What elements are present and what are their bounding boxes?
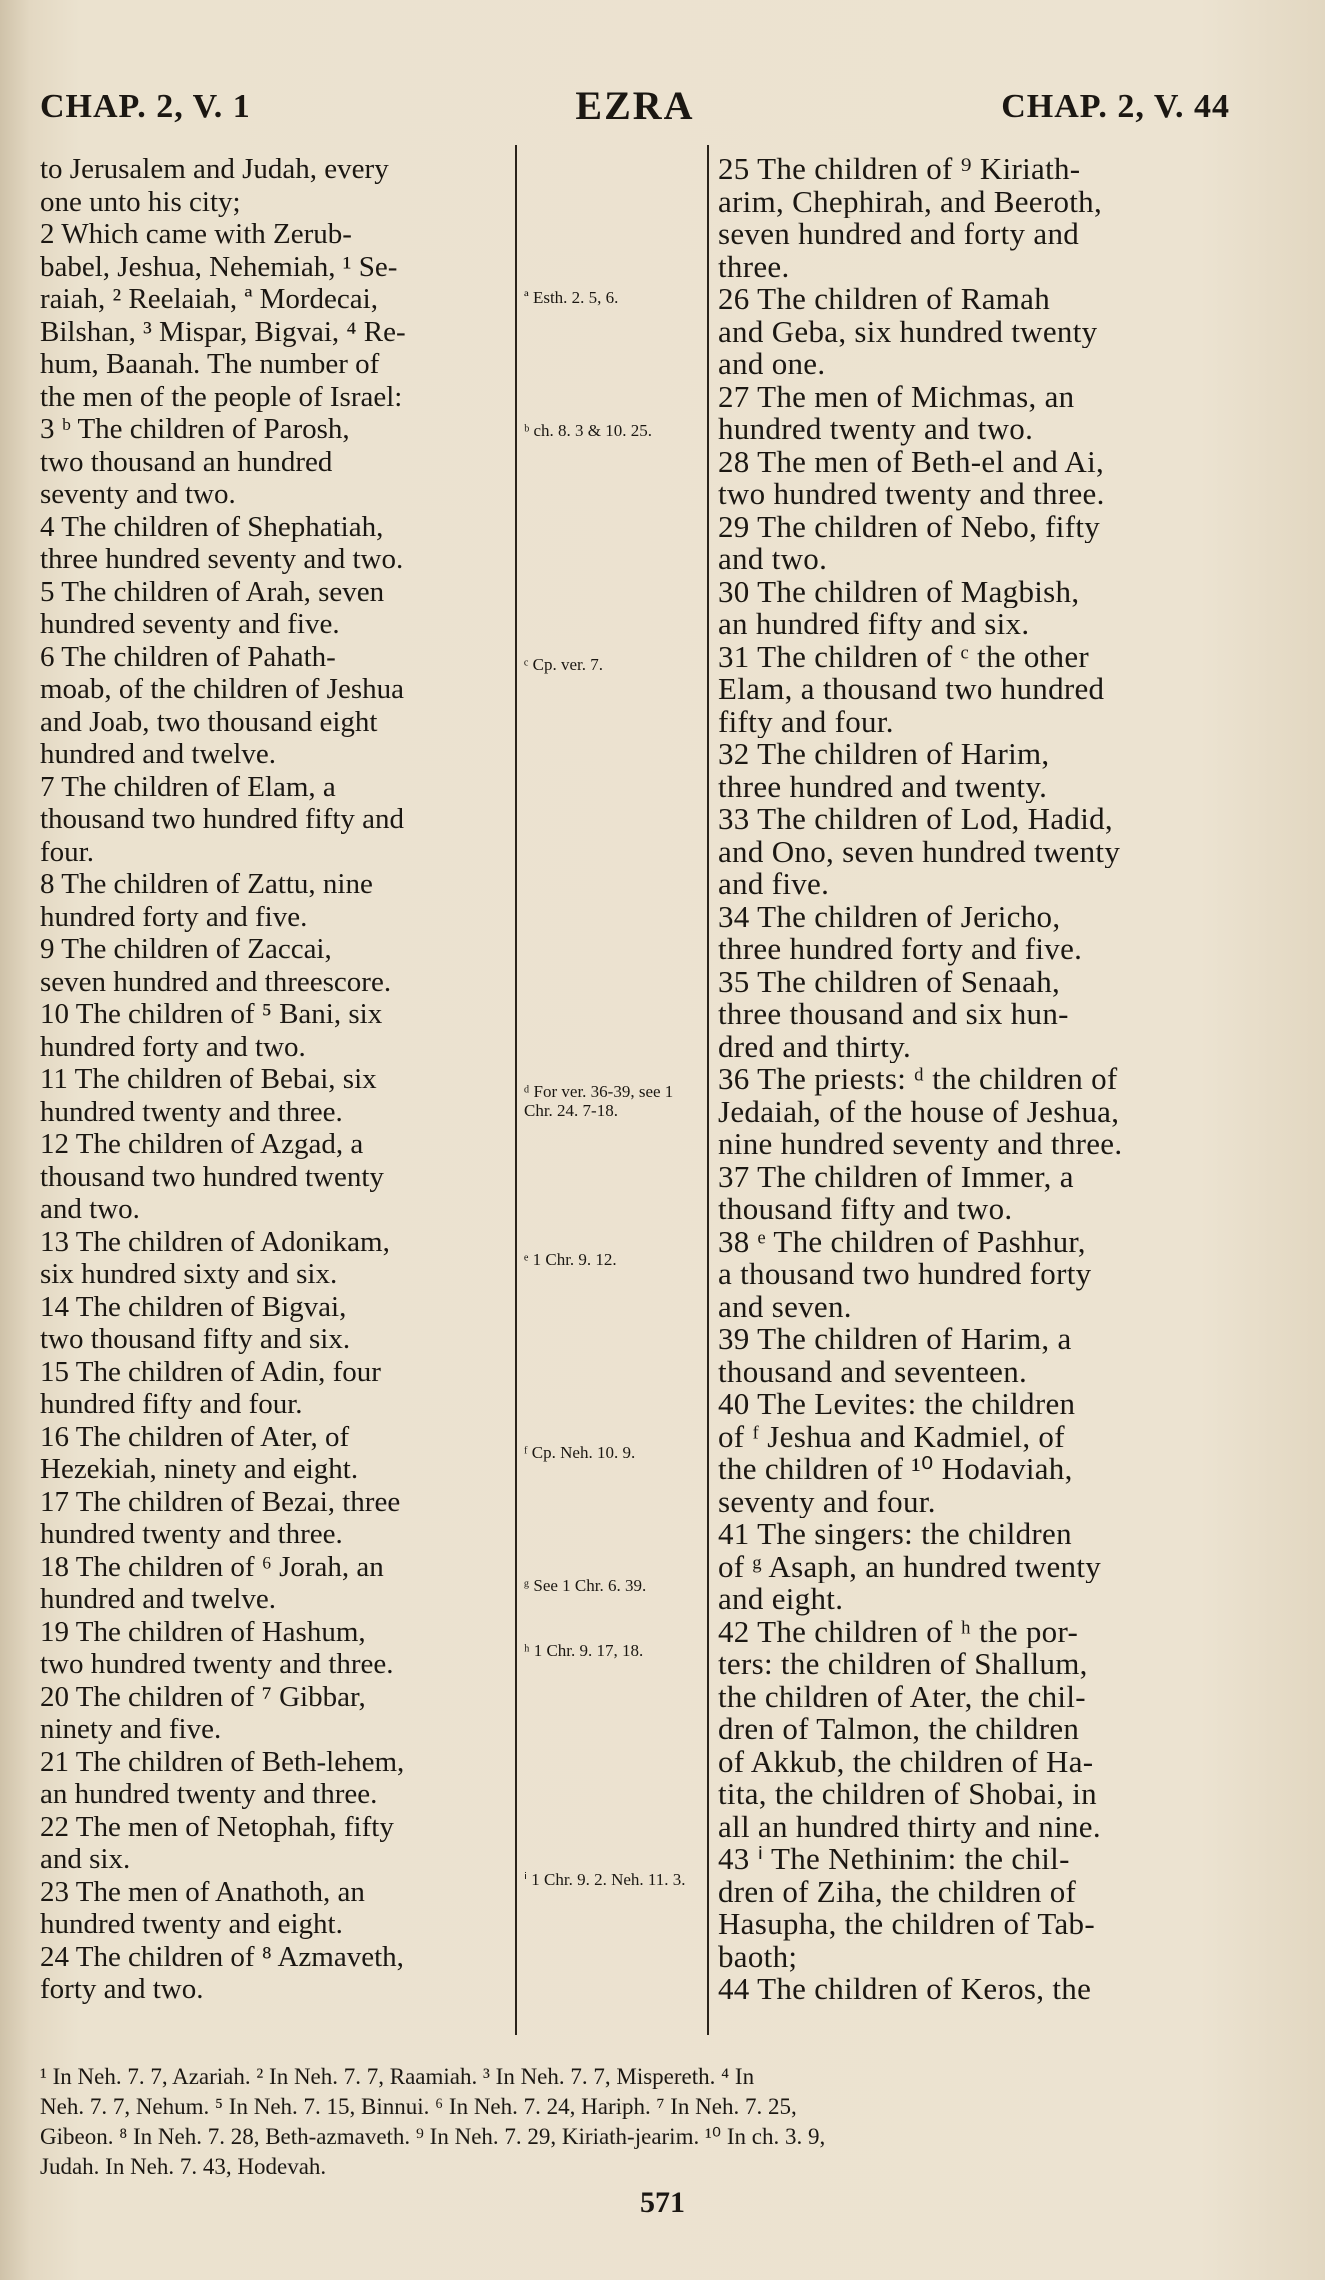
- verse-line: 15 The children of Adin, four: [40, 1355, 381, 1388]
- verse-line: six hundred sixty and six.: [40, 1258, 338, 1290]
- verse-line: all an hundred thirty and nine.: [718, 1810, 1101, 1843]
- verse-line: 12 The children of Azgad, a: [40, 1128, 364, 1160]
- marginal-note: ᵉ 1 Chr. 9. 12.: [524, 1250, 617, 1269]
- verse-line: four.: [40, 835, 94, 868]
- verse-line: of Akkub, the children of Ha-: [718, 1745, 1094, 1778]
- verse-line: to Jerusalem and Judah, every: [40, 153, 389, 185]
- verse-line: 38 ᵉ The children of Pashhur,: [718, 1225, 1086, 1258]
- verse-line: 5 The children of Arah, seven: [40, 575, 385, 608]
- verse-line: thousand and seventeen.: [718, 1355, 1028, 1388]
- verse-line: 10 The children of ⁵ Bani, six: [40, 998, 383, 1030]
- verse-line: moab, of the children of Jeshua: [40, 673, 405, 705]
- marginal-note: ᶜ Cp. ver. 7.: [524, 655, 603, 674]
- verse-line: 31 The children of ᶜ the other: [718, 640, 1090, 673]
- verse-line: the children of Ater, the chil-: [718, 1680, 1086, 1713]
- running-header: [40, 82, 1230, 132]
- verse-line: 40 The Levites: the children: [718, 1388, 1076, 1421]
- verse-line: one unto his city;: [40, 185, 241, 218]
- verse-line: two hundred twenty and three.: [40, 1648, 394, 1680]
- verse-line: 17 The children of Bezai, three: [40, 1485, 401, 1518]
- verse-line: and one.: [718, 348, 826, 381]
- verse-line: a thousand two hundred forty: [718, 1258, 1092, 1291]
- verse-line: raiah, ² Reelaiah, ª Mordecai,: [40, 283, 378, 315]
- verse-line: and two.: [718, 543, 828, 576]
- verse-line: 35 The children of Senaah,: [718, 965, 1061, 998]
- marginal-note: ª Esth. 2. 5, 6.: [524, 288, 619, 307]
- verse-line: and Joab, two thousand eight: [40, 705, 378, 738]
- verse-line: seven hundred and forty and: [718, 218, 1080, 251]
- verse-line: 9 The children of Zaccai,: [40, 933, 332, 965]
- column-divider-right: [707, 145, 709, 2035]
- verse-line: two hundred twenty and three.: [718, 478, 1105, 511]
- right-text-column: [718, 153, 1230, 2006]
- verse-line: 20 The children of ⁷ Gibbar,: [40, 1680, 366, 1713]
- verse-line: 34 The children of Jericho,: [718, 900, 1061, 933]
- column-divider-left: [515, 145, 517, 2035]
- verse-line: 19 The children of Hashum,: [40, 1615, 366, 1648]
- verse-line: two thousand an hundred: [40, 445, 333, 478]
- verse-line: arim, Chephirah, and Beeroth,: [718, 185, 1103, 218]
- verse-line: 8 The children of Zattu, nine: [40, 868, 373, 900]
- verse-line: 39 The children of Harim, a: [718, 1323, 1072, 1356]
- verse-line: 18 The children of ⁶ Jorah, an: [40, 1550, 384, 1583]
- verse-line: hundred twenty and three.: [40, 1518, 343, 1550]
- verse-line: hundred twenty and eight.: [40, 1908, 343, 1940]
- verse-line: 28 The men of Beth-el and Ai,: [718, 445, 1105, 478]
- header-right-reference: CHAP. 2, V. 44: [1001, 88, 1230, 125]
- verse-line: 24 The children of ⁸ Azmaveth,: [40, 1940, 404, 1973]
- verse-line: and six.: [40, 1843, 131, 1875]
- verse-line: and Geba, six hundred twenty: [718, 315, 1098, 348]
- verse-line: 2 Which came with Zerub-: [40, 218, 352, 250]
- verse-line: and eight.: [718, 1583, 844, 1616]
- verse-line: babel, Jeshua, Nehemiah, ¹ Se-: [40, 250, 398, 283]
- verse-line: of ᵍ Asaph, an hundred twenty: [718, 1550, 1102, 1583]
- verse-line: and five.: [718, 868, 830, 901]
- verse-line: baoth;: [718, 1940, 798, 1973]
- verse-line: hundred forty and two.: [40, 1030, 306, 1063]
- footnote-line: Gibeon. ⁸ In Neh. 7. 28, Beth-azmaveth. ⁹ In Neh. 7. 29, Kiriath-jearim. ¹⁰ In ch. 3. 9,: [40, 2124, 826, 2149]
- verse-line: dred and thirty.: [718, 1030, 912, 1063]
- verse-line: 27 The men of Michmas, an: [718, 380, 1075, 413]
- verse-line: 16 The children of Ater, of: [40, 1420, 350, 1453]
- verse-line: 43 ⁱ The Nethinim: the chil-: [718, 1843, 1070, 1876]
- verse-line: 33 The children of Lod, Hadid,: [718, 803, 1113, 836]
- verse-line: thousand two hundred fifty and: [40, 803, 405, 835]
- verse-line: 7 The children of Elam, a: [40, 770, 336, 803]
- header-left-reference: CHAP. 2, V. 1: [40, 88, 251, 125]
- verse-line: 6 The children of Pahath-: [40, 640, 336, 673]
- verse-line: hundred twenty and three.: [40, 1095, 343, 1128]
- verse-line: seventy and two.: [40, 478, 236, 510]
- verse-line: thousand fifty and two.: [718, 1193, 1013, 1226]
- verse-line: 41 The singers: the children: [718, 1518, 1072, 1551]
- verse-line: 29 The children of Nebo, fifty: [718, 510, 1101, 543]
- verse-line: and seven.: [718, 1290, 852, 1323]
- verse-line: 42 The children of ʰ the por-: [718, 1615, 1079, 1648]
- verse-line: 4 The children of Shephatiah,: [40, 510, 384, 543]
- page-number: 571: [640, 2186, 685, 2219]
- verse-line: seventy and four.: [718, 1485, 936, 1518]
- verse-line: hundred fifty and four.: [40, 1388, 303, 1420]
- verse-line: 30 The children of Magbish,: [718, 575, 1080, 608]
- verse-line: Hasupha, the children of Tab-: [718, 1908, 1095, 1941]
- marginal-note: ⁱ 1 Chr. 9. 2. Neh. 11. 3.: [524, 1870, 686, 1889]
- verse-line: three hundred forty and five.: [718, 933, 1083, 966]
- verse-line: three hundred and twenty.: [718, 770, 1048, 803]
- verse-line: Hezekiah, ninety and eight.: [40, 1453, 359, 1485]
- marginal-note: ᵍ See 1 Chr. 6. 39.: [524, 1576, 647, 1595]
- verse-line: hundred and twelve.: [40, 1583, 276, 1615]
- verse-line: 14 The children of Bigvai,: [40, 1290, 347, 1323]
- verse-line: an hundred fifty and six.: [718, 608, 1030, 641]
- verse-line: 25 The children of ⁹ Kiriath-: [718, 153, 1081, 186]
- verse-line: and Ono, seven hundred twenty: [718, 835, 1121, 868]
- verse-line: Jedaiah, of the house of Jeshua,: [718, 1095, 1120, 1128]
- verse-line: 13 The children of Adonikam,: [40, 1225, 390, 1258]
- verse-line: Bilshan, ³ Mispar, Bigvai, ⁴ Re-: [40, 315, 406, 348]
- footnote-line: ¹ In Neh. 7. 7, Azariah. ² In Neh. 7. 7, Raamiah. ³ In Neh. 7. 7, Mispereth. ⁴ In: [40, 2064, 755, 2089]
- verse-line: forty and two.: [40, 1973, 204, 2005]
- marginal-note: ᶠ Cp. Neh. 10. 9.: [524, 1443, 636, 1462]
- verse-line: the men of the people of Israel:: [40, 380, 403, 413]
- verse-line: 22 The men of Netophah, fifty: [40, 1810, 394, 1843]
- verse-line: of ᶠ Jeshua and Kadmiel, of: [718, 1420, 1065, 1453]
- verse-line: fifty and four.: [718, 705, 894, 738]
- verse-line: 3 ᵇ The children of Parosh,: [40, 413, 350, 445]
- verse-line: 32 The children of Harim,: [718, 738, 1050, 771]
- verse-line: dren of Ziha, the children of: [718, 1875, 1077, 1908]
- verse-line: dren of Talmon, the children: [718, 1713, 1080, 1746]
- verse-line: 11 The children of Bebai, six: [40, 1063, 377, 1095]
- footnote-line: Judah. In Neh. 7. 43, Hodevah.: [40, 2154, 327, 2179]
- verse-line: 44 The children of Keros, the: [718, 1973, 1092, 2006]
- verse-line: ninety and five.: [40, 1713, 222, 1745]
- footnote-line: Neh. 7. 7, Nehum. ⁵ In Neh. 7. 15, Binnui. ⁶ In Neh. 7. 24, Hariph. ⁷ In Neh. 7. 25,: [40, 2094, 797, 2119]
- verse-line: 23 The men of Anathoth, an: [40, 1875, 365, 1908]
- verse-line: three thousand and six hun-: [718, 998, 1069, 1031]
- verse-line: hundred and twelve.: [40, 738, 276, 770]
- verse-line: thousand two hundred twenty: [40, 1160, 384, 1193]
- verse-line: Elam, a thousand two hundred: [718, 673, 1105, 706]
- verse-line: seven hundred and threescore.: [40, 965, 392, 998]
- verse-line: 37 The children of Immer, a: [718, 1160, 1074, 1193]
- verse-line: the children of ¹⁰ Hodaviah,: [718, 1453, 1073, 1486]
- footnotes: [40, 2062, 1230, 2182]
- verse-line: hundred twenty and two.: [718, 413, 1034, 446]
- verse-line: three hundred seventy and two.: [40, 543, 404, 575]
- verse-line: an hundred twenty and three.: [40, 1778, 378, 1810]
- verse-line: hundred forty and five.: [40, 900, 308, 933]
- verse-line: nine hundred seventy and three.: [718, 1128, 1123, 1161]
- verse-line: 21 The children of Beth-lehem,: [40, 1745, 405, 1778]
- left-text-column: [40, 153, 506, 2006]
- verse-line: and two.: [40, 1193, 140, 1225]
- header-book-title: EZRA: [575, 83, 695, 128]
- verse-line: 26 The children of Ramah: [718, 283, 1051, 316]
- marginal-note: ᵈ For ver. 36-39, see 1 Chr. 24. 7-18.: [524, 1082, 674, 1120]
- marginal-note: ᵇ ch. 8. 3 & 10. 25.: [524, 421, 653, 440]
- verse-line: two thousand fifty and six.: [40, 1323, 351, 1355]
- verse-line: three.: [718, 250, 790, 283]
- verse-line: hundred seventy and five.: [40, 608, 340, 640]
- verse-line: hum, Baanah. The number of: [40, 348, 380, 380]
- verse-line: 36 The priests: ᵈ the children of: [718, 1063, 1118, 1096]
- verse-line: tita, the children of Shobai, in: [718, 1778, 1097, 1811]
- marginal-note: ʰ 1 Chr. 9. 17, 18.: [524, 1641, 644, 1660]
- verse-line: ters: the children of Shallum,: [718, 1648, 1088, 1681]
